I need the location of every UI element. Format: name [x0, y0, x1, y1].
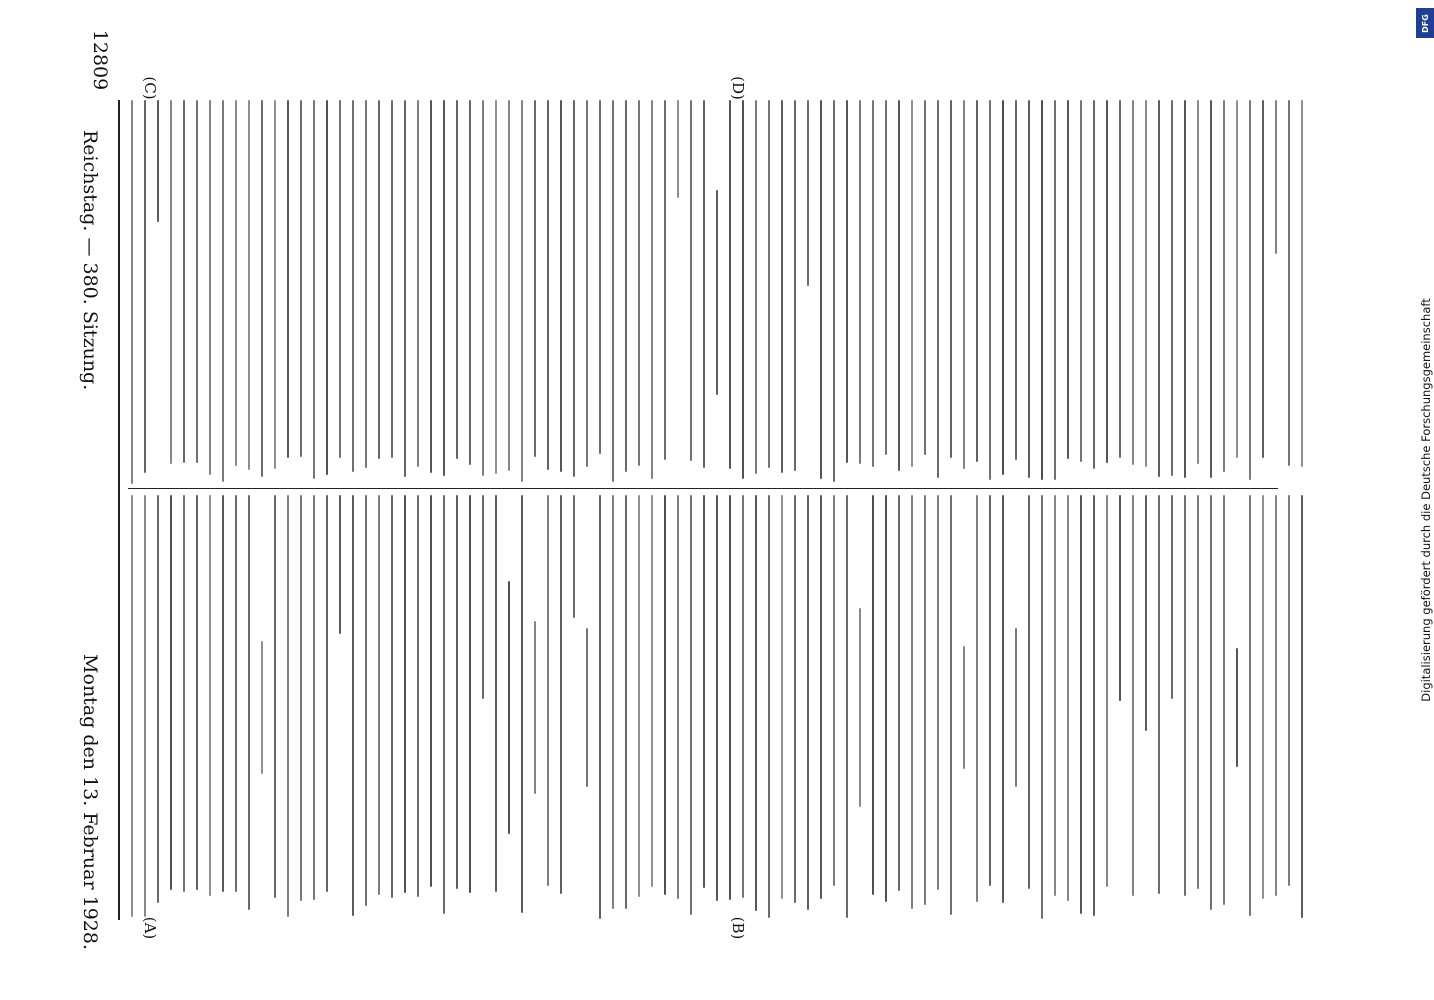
print-line	[573, 100, 575, 477]
print-line	[313, 495, 315, 900]
print-line	[820, 100, 822, 479]
print-line	[1275, 495, 1277, 896]
print-line	[1158, 100, 1160, 477]
print-line	[1080, 495, 1082, 914]
print-line	[950, 100, 952, 458]
print-line	[976, 100, 978, 462]
print-line	[1158, 495, 1160, 894]
print-line	[443, 495, 445, 914]
print-line	[1015, 100, 1017, 460]
print-line	[625, 100, 627, 472]
print-line	[495, 100, 497, 474]
print-line	[911, 495, 913, 909]
print-line	[378, 495, 380, 895]
column-separator	[128, 488, 1278, 489]
print-line	[391, 100, 393, 458]
print-line	[352, 495, 354, 916]
print-line	[235, 495, 237, 892]
print-line	[586, 628, 588, 787]
print-line	[274, 495, 276, 898]
print-line	[729, 100, 731, 469]
print-line	[924, 100, 926, 455]
print-line	[378, 100, 380, 459]
print-line	[261, 641, 263, 773]
print-line	[248, 100, 250, 470]
print-line	[885, 495, 887, 902]
digitization-credit: Digitalisierung gefördert durch die Deutsche Forschungsgemeinschaft	[1419, 298, 1433, 702]
print-line	[287, 100, 289, 458]
print-line	[638, 495, 640, 897]
print-line	[157, 495, 159, 903]
print-line	[742, 100, 744, 479]
print-line	[1275, 100, 1277, 254]
print-line	[898, 495, 900, 891]
print-line	[1301, 495, 1303, 918]
print-line	[560, 100, 562, 472]
print-line	[365, 100, 367, 468]
print-line	[300, 495, 302, 901]
print-line	[1145, 495, 1147, 731]
print-line	[677, 495, 679, 899]
print-line	[1197, 495, 1199, 889]
print-line	[1028, 100, 1030, 478]
dfg-logo	[1416, 8, 1434, 38]
print-line	[859, 608, 861, 808]
print-line	[196, 100, 198, 463]
print-line	[495, 495, 497, 892]
print-line	[677, 100, 679, 198]
print-line	[131, 100, 133, 484]
print-line	[131, 495, 133, 917]
print-line	[1080, 100, 1082, 462]
print-line	[690, 100, 692, 461]
print-line	[417, 495, 419, 897]
margin-letter-a: (A)	[141, 916, 159, 940]
print-line	[287, 495, 289, 917]
print-line	[586, 100, 588, 467]
print-line	[274, 100, 276, 469]
print-line	[898, 100, 900, 471]
print-line	[456, 100, 458, 459]
print-line	[222, 495, 224, 892]
print-line	[651, 495, 653, 887]
print-line	[326, 100, 328, 475]
print-line	[1002, 495, 1004, 903]
print-line	[443, 100, 445, 476]
print-line	[924, 495, 926, 905]
print-line	[339, 100, 341, 458]
print-line	[534, 621, 536, 793]
print-line	[456, 495, 458, 889]
print-line	[690, 495, 692, 915]
print-line	[1093, 100, 1095, 469]
print-line	[755, 495, 757, 911]
print-line	[794, 495, 796, 903]
print-line	[573, 495, 575, 618]
print-line	[508, 100, 510, 471]
print-line	[560, 495, 562, 894]
print-line	[768, 100, 770, 468]
print-line	[1236, 648, 1238, 768]
print-line	[768, 495, 770, 918]
print-line	[1288, 100, 1290, 466]
print-line	[703, 495, 705, 888]
print-line	[469, 100, 471, 465]
print-line	[1106, 495, 1108, 887]
print-line	[1223, 495, 1225, 905]
print-line	[651, 100, 653, 479]
header-session: Reichstag. — 380. Sitzung.	[79, 130, 101, 391]
print-line	[170, 495, 172, 890]
print-line	[339, 495, 341, 634]
print-line	[365, 495, 367, 906]
header-date: Montag den 13. Februar 1928.	[79, 654, 101, 950]
print-line	[963, 646, 965, 769]
print-line	[430, 100, 432, 473]
print-line	[846, 495, 848, 918]
print-line	[521, 100, 523, 482]
print-line	[326, 495, 328, 892]
print-line	[417, 100, 419, 467]
print-line	[235, 100, 237, 466]
print-line	[1106, 100, 1108, 463]
print-line	[534, 100, 536, 457]
print-line	[222, 100, 224, 482]
running-header	[79, 130, 101, 950]
print-line	[1041, 495, 1043, 919]
print-line	[1093, 495, 1095, 916]
print-line	[1145, 100, 1147, 467]
print-line	[781, 495, 783, 899]
text-column-right	[125, 100, 1310, 485]
print-line	[209, 495, 211, 896]
print-line	[846, 100, 848, 463]
print-line	[1249, 495, 1251, 916]
print-line	[716, 190, 718, 395]
print-line	[1223, 100, 1225, 472]
print-line	[196, 495, 198, 890]
print-line	[144, 100, 146, 473]
print-line	[755, 100, 757, 474]
print-line	[1288, 495, 1290, 886]
print-line	[1067, 100, 1069, 459]
print-line	[989, 495, 991, 886]
print-line	[716, 495, 718, 901]
print-line	[482, 100, 484, 476]
print-line	[599, 495, 601, 919]
print-line	[1171, 100, 1173, 476]
print-line	[313, 100, 315, 479]
margin-letter-d: (D)	[729, 76, 747, 100]
print-line	[1262, 495, 1264, 899]
print-line	[625, 495, 627, 909]
print-line	[872, 495, 874, 895]
print-line	[482, 495, 484, 699]
print-line	[1210, 100, 1212, 478]
print-line	[261, 100, 263, 477]
print-line	[612, 100, 614, 482]
print-line	[1002, 100, 1004, 475]
print-line	[508, 581, 510, 834]
print-line	[248, 495, 250, 910]
print-line	[209, 100, 211, 475]
print-line	[794, 100, 796, 471]
print-line	[1197, 100, 1199, 464]
print-line	[664, 100, 666, 460]
print-line	[1132, 495, 1134, 896]
print-line	[1249, 100, 1251, 480]
margin-letter-b: (B)	[729, 916, 747, 940]
print-line	[1184, 100, 1186, 478]
print-line	[807, 100, 809, 286]
print-line	[989, 100, 991, 480]
text-column-left	[125, 495, 1310, 920]
print-line	[859, 100, 861, 464]
print-line	[599, 100, 601, 454]
print-line	[638, 100, 640, 466]
print-line	[404, 100, 406, 477]
print-line	[183, 495, 185, 892]
print-line	[937, 495, 939, 890]
print-line	[1184, 495, 1186, 896]
print-line	[547, 100, 549, 470]
print-line	[1067, 495, 1069, 901]
print-line	[1171, 495, 1173, 699]
print-line	[1054, 100, 1056, 480]
print-line	[1119, 495, 1121, 701]
print-line	[963, 100, 965, 469]
print-line	[1041, 100, 1043, 480]
print-line	[937, 100, 939, 478]
print-line	[300, 100, 302, 457]
margin-letter-c: (C)	[141, 76, 159, 100]
dfg-logo-text: DFG	[1420, 13, 1430, 33]
print-line	[703, 100, 705, 468]
print-line	[742, 495, 744, 898]
print-line	[469, 495, 471, 893]
print-line	[170, 100, 172, 464]
print-line	[157, 100, 159, 222]
print-line	[352, 100, 354, 472]
header-rule	[118, 100, 120, 920]
page-number: 12809	[89, 29, 111, 91]
print-line	[885, 100, 887, 455]
print-line	[781, 100, 783, 473]
print-line	[872, 100, 874, 467]
print-line	[911, 100, 913, 467]
print-line	[547, 495, 549, 886]
print-line	[664, 495, 666, 895]
print-line	[1028, 495, 1030, 889]
print-line	[1262, 100, 1264, 458]
print-line	[430, 495, 432, 887]
print-line	[144, 495, 146, 917]
print-line	[950, 495, 952, 915]
print-line	[391, 495, 393, 898]
print-line	[976, 495, 978, 902]
print-line	[612, 495, 614, 909]
print-line	[729, 495, 731, 900]
print-line	[404, 495, 406, 893]
print-line	[807, 495, 809, 910]
print-line	[1119, 100, 1121, 458]
print-line	[1236, 100, 1238, 458]
print-line	[1015, 628, 1017, 787]
print-line	[820, 495, 822, 899]
print-line	[183, 100, 185, 463]
print-line	[1301, 100, 1303, 467]
print-line	[1054, 495, 1056, 896]
print-line	[833, 100, 835, 482]
print-line	[521, 495, 523, 913]
print-line	[1132, 100, 1134, 465]
print-line	[1210, 495, 1212, 910]
print-line	[833, 495, 835, 886]
